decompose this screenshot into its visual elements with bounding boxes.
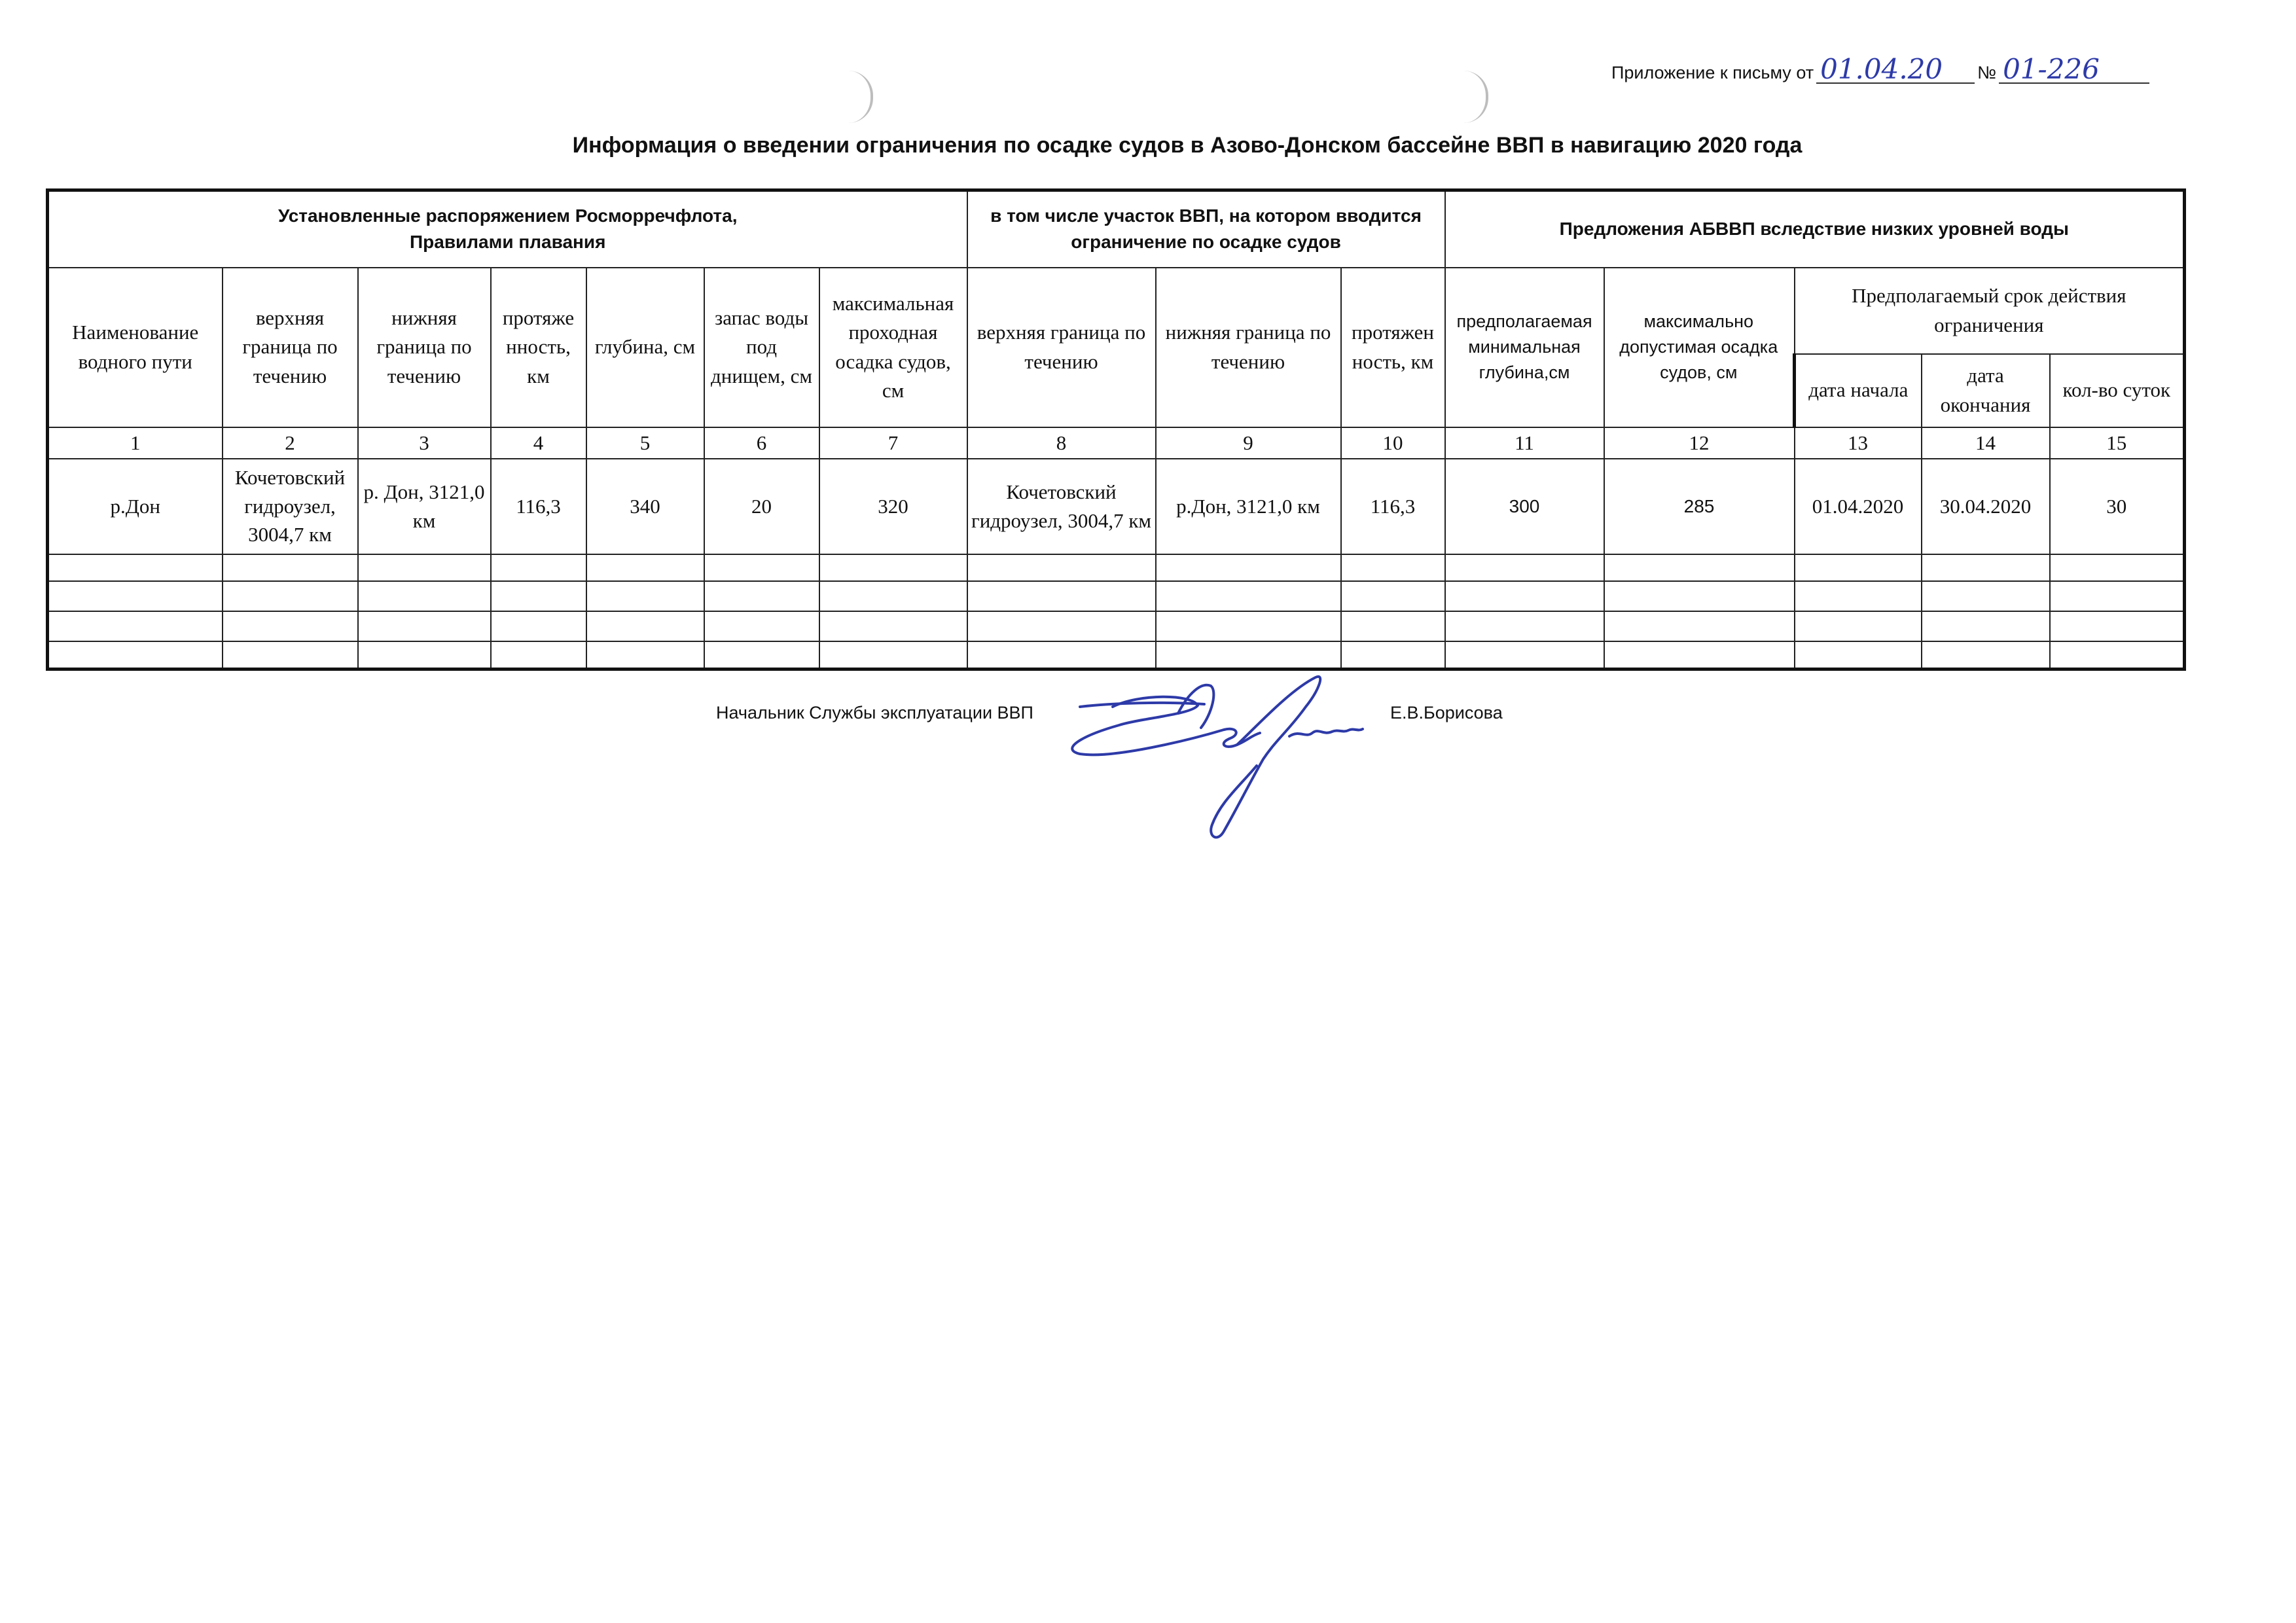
column-number: 8 xyxy=(967,427,1156,459)
table-cell xyxy=(491,554,586,581)
table-cell xyxy=(2050,581,2185,611)
table-cell xyxy=(1922,641,2050,669)
table-cell xyxy=(1341,581,1445,611)
table-cell xyxy=(1922,581,2050,611)
table-cell xyxy=(2050,611,2185,641)
column-number: 1 xyxy=(48,427,223,459)
column-number: 5 xyxy=(586,427,704,459)
table-cell xyxy=(48,581,223,611)
table-cell xyxy=(1156,554,1341,581)
table-cell xyxy=(491,581,586,611)
table-cell xyxy=(48,641,223,669)
table-cell xyxy=(358,581,491,611)
group-header-section: в том числе участок ВВП, на котором вводится ограничение по осадке судов xyxy=(967,190,1445,268)
punch-hole xyxy=(848,71,873,123)
table-cell xyxy=(358,611,491,641)
table-cell: Кочетовский гидроузел, 3004,7 км xyxy=(967,459,1156,554)
table-cell xyxy=(491,611,586,641)
table-cell xyxy=(48,554,223,581)
table-cell xyxy=(223,641,358,669)
table-cell: 340 xyxy=(586,459,704,554)
table-cell xyxy=(1604,581,1795,611)
table-cell: 320 xyxy=(819,459,967,554)
table-cell xyxy=(1445,581,1604,611)
signature-strokes xyxy=(1072,677,1363,838)
column-header: максимальная проходная осадка судов, см xyxy=(819,268,967,427)
table-cell xyxy=(704,581,819,611)
table-cell xyxy=(704,611,819,641)
table-cell xyxy=(1445,641,1604,669)
table-cell xyxy=(1445,611,1604,641)
column-header: запас воды под днищем, см xyxy=(704,268,819,427)
column-header: предполагаемая минимальная глубина,см xyxy=(1445,268,1604,427)
table-cell: 30 xyxy=(2050,459,2185,554)
column-number: 11 xyxy=(1445,427,1604,459)
column-number: 15 xyxy=(2050,427,2185,459)
column-number: 13 xyxy=(1795,427,1922,459)
table-cell: 300 xyxy=(1445,459,1604,554)
document-title: Информация о введении ограничения по осадке судов в Азово-Донском бассейне ВВП в навигацию 2020 года xyxy=(572,133,1803,158)
table-cell xyxy=(1604,611,1795,641)
table-cell: 20 xyxy=(704,459,819,554)
handwritten-signature xyxy=(1041,668,1368,844)
table-cell xyxy=(1445,554,1604,581)
table-cell xyxy=(819,641,967,669)
table-cell xyxy=(1922,554,2050,581)
restrictions-table xyxy=(46,188,2186,671)
column-number: 3 xyxy=(358,427,491,459)
table-cell: р.Дон xyxy=(48,459,223,554)
column-header: верхняя граница по течению xyxy=(223,268,358,427)
table-cell xyxy=(223,611,358,641)
table-cell xyxy=(358,641,491,669)
column-header: дата начала xyxy=(1795,354,1922,427)
table-cell: 01.04.2020 xyxy=(1795,459,1922,554)
column-header: дата окончания xyxy=(1922,354,2050,427)
table-cell xyxy=(491,641,586,669)
table-cell xyxy=(967,581,1156,611)
table-cell xyxy=(2050,641,2185,669)
table-cell: Кочетовский гидроузел, 3004,7 км xyxy=(223,459,358,554)
table-cell xyxy=(1604,641,1795,669)
signer-position: Начальник Службы эксплуатации ВВП xyxy=(716,703,1033,722)
table-cell xyxy=(1795,611,1922,641)
table-cell xyxy=(223,581,358,611)
column-header: глубина, см xyxy=(586,268,704,427)
table-cell xyxy=(704,641,819,669)
punch-hole xyxy=(1463,71,1488,123)
annex-number-sign: № xyxy=(1977,63,1997,82)
table-cell: 116,3 xyxy=(491,459,586,554)
table-cell xyxy=(1341,554,1445,581)
table-cell xyxy=(1604,554,1795,581)
column-number: 7 xyxy=(819,427,967,459)
table-cell xyxy=(48,611,223,641)
table-cell xyxy=(1156,611,1341,641)
table-cell: р.Дон, 3121,0 км xyxy=(1156,459,1341,554)
table-cell xyxy=(2050,554,2185,581)
annex-number: 01-226 xyxy=(1999,56,2149,84)
table-cell xyxy=(967,641,1156,669)
group-header-proposals: Предложения АБВВП вследствие низких уровней воды xyxy=(1445,190,2185,268)
table-cell xyxy=(1341,641,1445,669)
table-cell: 285 xyxy=(1604,459,1795,554)
table-cell xyxy=(1795,641,1922,669)
annex-date: 01.04.20 xyxy=(1816,56,1975,84)
table-cell xyxy=(1795,554,1922,581)
annex-prefix: Приложение к письму от xyxy=(1611,63,1814,82)
column-number: 2 xyxy=(223,427,358,459)
group-header-established: Установленные распоряжением Росморречфлота, Правилами плавания xyxy=(48,190,967,268)
table-cell xyxy=(1922,611,2050,641)
table-cell xyxy=(586,581,704,611)
column-header: нижняя граница по течению xyxy=(358,268,491,427)
column-header: максимально допустимая осадка судов, см xyxy=(1604,268,1795,427)
column-header: нижняя граница по течению xyxy=(1156,268,1341,427)
signee-name: Е.В.Борисова xyxy=(1390,703,1503,722)
table-cell xyxy=(223,554,358,581)
table-cell xyxy=(586,554,704,581)
table-cell xyxy=(1156,581,1341,611)
column-number: 4 xyxy=(491,427,586,459)
table-cell: 30.04.2020 xyxy=(1922,459,2050,554)
column-number: 9 xyxy=(1156,427,1341,459)
column-header: кол-во суток xyxy=(2050,354,2185,427)
table-cell xyxy=(1795,581,1922,611)
table-cell xyxy=(1341,611,1445,641)
table-cell xyxy=(967,611,1156,641)
column-number: 12 xyxy=(1604,427,1795,459)
table-cell xyxy=(586,641,704,669)
column-header: протяже нность, км xyxy=(491,268,586,427)
table-cell xyxy=(586,611,704,641)
table-cell: 116,3 xyxy=(1341,459,1445,554)
column-header: Наименование водного пути xyxy=(48,268,223,427)
table-cell xyxy=(1156,641,1341,669)
column-number: 14 xyxy=(1922,427,2050,459)
column-header: верхняя граница по течению xyxy=(967,268,1156,427)
group-header-term: Предполагаемый срок действия ограничения xyxy=(1795,268,2185,354)
annex-line xyxy=(1611,53,2152,85)
table-cell xyxy=(967,554,1156,581)
table-cell xyxy=(819,611,967,641)
table-cell xyxy=(358,554,491,581)
table-cell: р. Дон, 3121,0 км xyxy=(358,459,491,554)
table-cell xyxy=(819,581,967,611)
column-number: 10 xyxy=(1341,427,1445,459)
column-header: протяжен ность, км xyxy=(1341,268,1445,427)
table-cell xyxy=(704,554,819,581)
column-number: 6 xyxy=(704,427,819,459)
table-cell xyxy=(819,554,967,581)
